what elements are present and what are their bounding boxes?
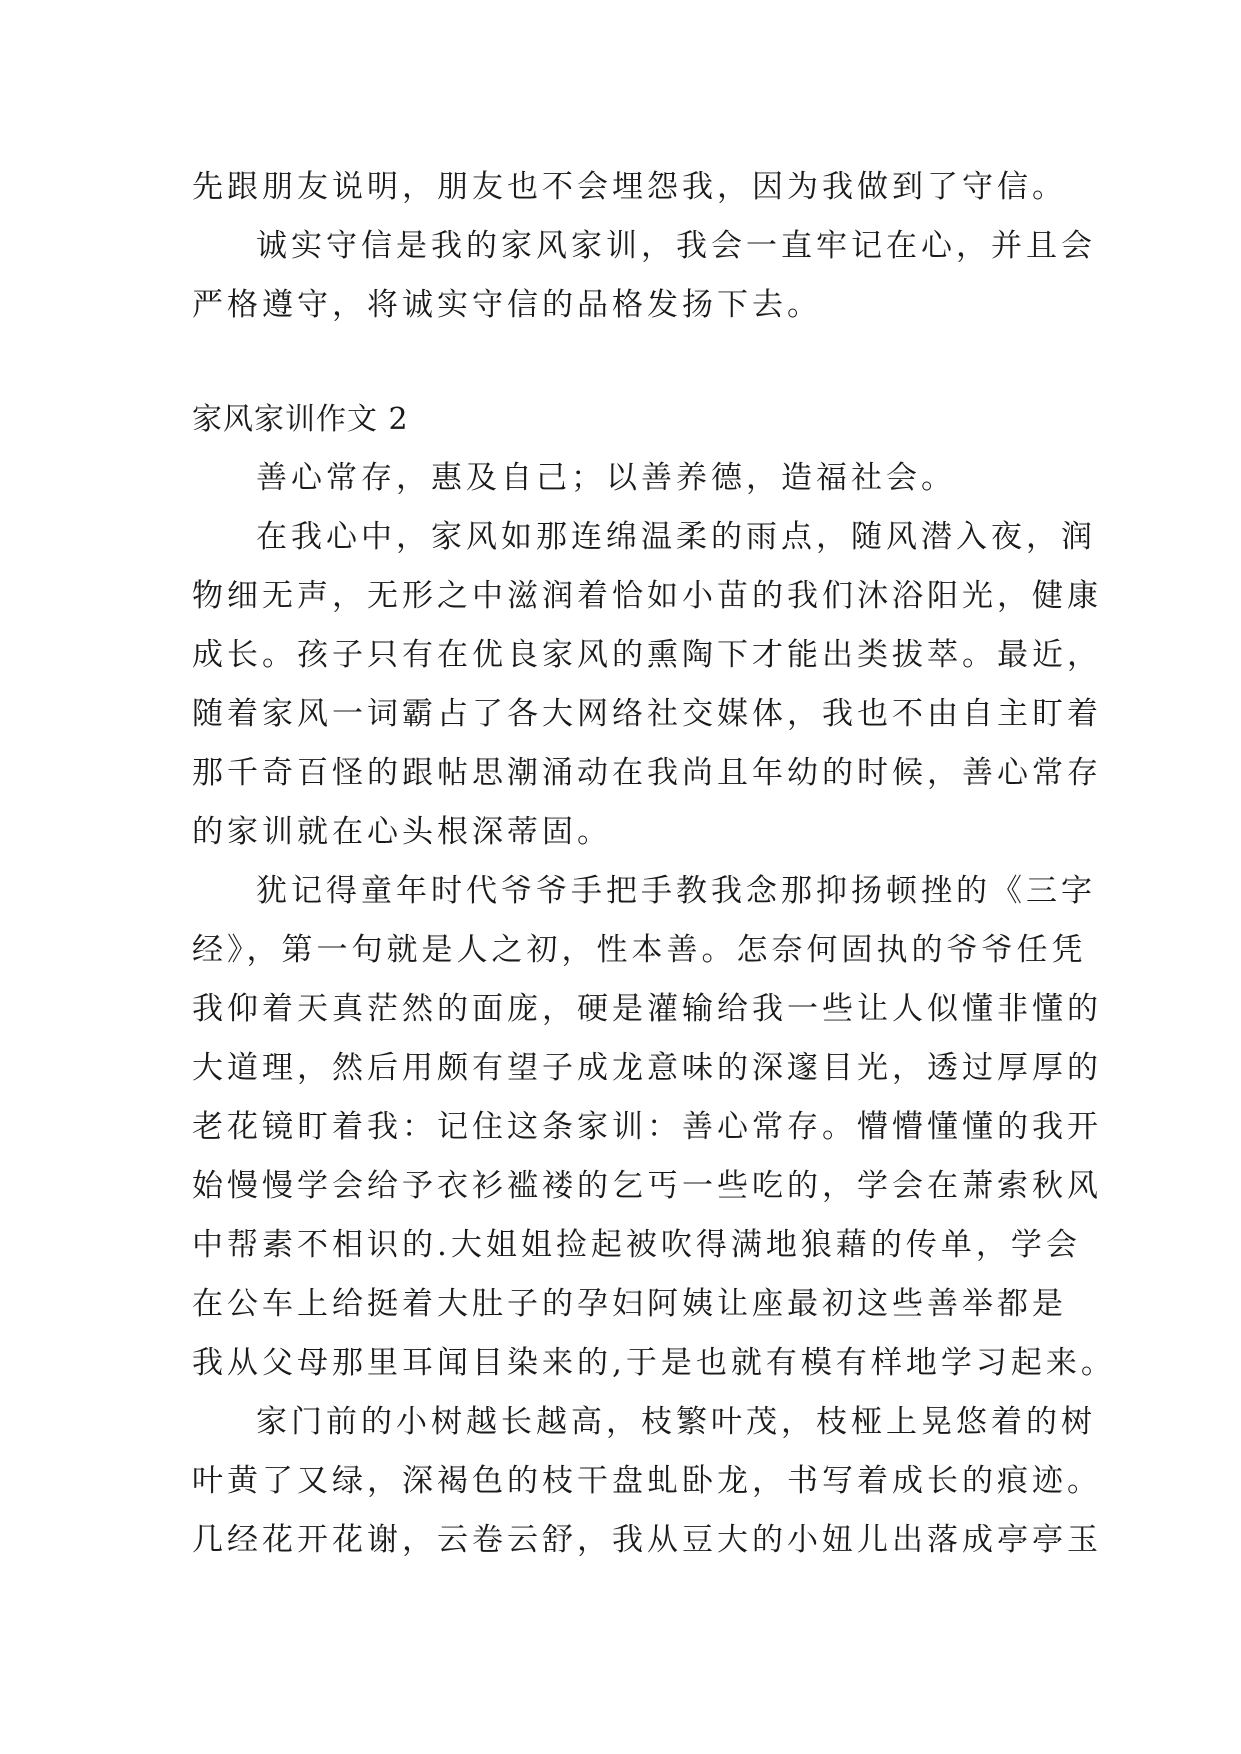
- text-line: 那千奇百怪的跟帖思潮涌动在我尚且年幼的时候，善心常存: [192, 755, 1102, 791]
- text-line: 先跟朋友说明，朋友也不会埋怨我，因为我做到了守信。: [192, 169, 1067, 205]
- text-line: 诚实守信是我的家风家训，我会一直牢记在心，并且会: [256, 228, 1096, 264]
- text-line: 在公车上给挺着大肚子的孕妇阿姨让座最初这些善举都是: [192, 1286, 1067, 1322]
- text-line: 我从父母那里耳闻目染来的,于是也就有模有样地学习起来。: [192, 1345, 1116, 1381]
- text-line: 物细无声，无形之中滋润着恰如小苗的我们沐浴阳光，健康: [192, 578, 1102, 614]
- text-line: 善心常存，惠及自己；以善养德，造福社会。: [256, 460, 956, 496]
- text-line: 老花镜盯着我：记住这条家训：善心常存。懵懵懂懂的我开: [192, 1109, 1102, 1145]
- text-line: 随着家风一词霸占了各大网络社交媒体，我也不由自主盯着: [192, 696, 1102, 732]
- text-line: 始慢慢学会给予衣衫褴褛的乞丐一些吃的，学会在萧索秋风: [192, 1168, 1102, 1204]
- text-line: 家门前的小树越长越高，枝繁叶茂，枝桠上晃悠着的树: [256, 1404, 1096, 1440]
- section-title: 家风家训作文 2: [192, 402, 409, 437]
- text-line: 的家训就在心头根深蒂固。: [192, 814, 612, 850]
- text-line: 在我心中，家风如那连绵温柔的雨点，随风潜入夜，润: [256, 519, 1096, 555]
- text-line: 经》，第一句就是人之初，性本善。怎奈何固执的爷爷任凭: [192, 932, 1087, 968]
- text-line: 叶黄了又绿，深褐色的枝干盘虬卧龙，书写着成长的痕迹。: [192, 1463, 1102, 1499]
- text-line: 我仰着天真茫然的面庞，硬是灌输给我一些让人似懂非懂的: [192, 991, 1102, 1027]
- intro-text: [192, 158, 1096, 335]
- text-line: 中帮素不相识的.大姐姐捡起被吹得满地狼藉的传单，学会: [192, 1227, 1081, 1263]
- text-line: 严格遵守，将诚实守信的品格发扬下去。: [192, 287, 822, 323]
- text-line: 犹记得童年时代爷爷手把手教我念那抑扬顿挫的《三字: [256, 873, 1096, 909]
- text-line: 大道理，然后用颇有望子成龙意味的深邃目光，透过厚厚的: [192, 1050, 1102, 1086]
- essay-section: [192, 390, 1116, 1570]
- text-line: 成长。孩子只有在优良家风的熏陶下才能出类拔萃。最近，: [192, 637, 1102, 673]
- text-line: 几经花开花谢，云卷云舒，我从豆大的小妞儿出落成亭亭玉: [192, 1522, 1102, 1558]
